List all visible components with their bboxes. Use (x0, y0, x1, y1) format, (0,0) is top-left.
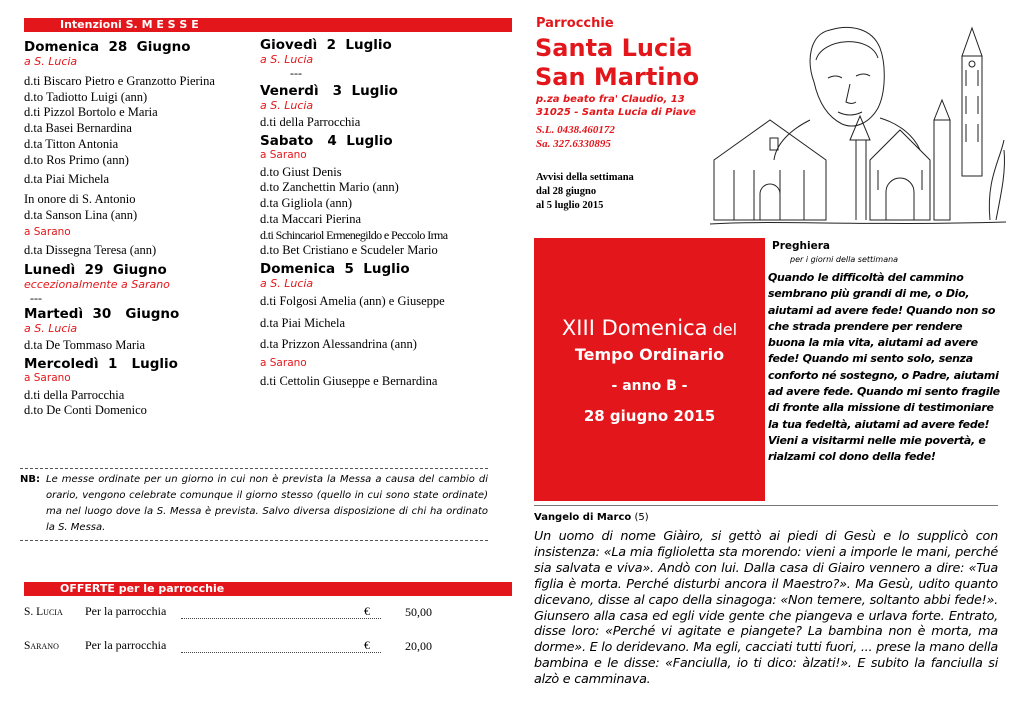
location: a S. Lucia (24, 322, 78, 336)
intention: d.ta Piai Michela (24, 172, 110, 187)
intention: d.ta Titton Antonia (24, 136, 119, 151)
dotted-leader (181, 610, 381, 619)
intention: d.ti Cettolin Giuseppe e Bernardina (260, 374, 438, 389)
currency: € (364, 604, 370, 618)
address-line-2: 31025 - Santa Lucia di Piave (536, 107, 696, 118)
preghiera-title: Preghiera (772, 240, 830, 252)
day-heading: Domenica 28 Giugno (24, 39, 191, 55)
offerta-amount: 20,00 (405, 639, 432, 653)
intention: d.ta Gigliola (ann) (260, 196, 352, 211)
vangelo-ref: (5) (631, 512, 649, 523)
intention: d.ta Maccari Pierina (260, 211, 361, 226)
offerta-desc: Per la parrocchia (85, 604, 167, 618)
intention: d.ti Schincariol Ermenegildo e Peccolo Irma (260, 227, 448, 242)
dotted-leader (181, 644, 381, 653)
intention: d.to De Conti Domenico (24, 403, 147, 418)
location: a Sarano (260, 148, 307, 161)
location: a Sarano (260, 357, 307, 370)
intention: d.ta Piai Michela (260, 315, 346, 330)
day-heading: Domenica 5 Luglio (260, 260, 410, 277)
preghiera-subtitle: per i giorni della settimana (790, 255, 899, 264)
parish-name-1: Santa Lucia (535, 34, 693, 62)
intention: d.ta Sanson Lina (ann) (24, 207, 138, 222)
mass-column-1 (24, 40, 254, 419)
vangelo-heading (534, 511, 998, 525)
intention: d.ta Basei Bernardina (24, 121, 132, 136)
day-heading: Venerdì 3 Luglio (260, 83, 398, 99)
church-illustration (710, 20, 1006, 238)
banner-date: 28 giugno 2015 (583, 407, 716, 425)
offerta-place: Sarano (24, 640, 59, 652)
banner-title-main: XIII Domenica (561, 316, 708, 340)
phone-2: Sa. 327.6330895 (536, 138, 611, 150)
location: a S. Lucia (260, 276, 314, 290)
intention: d.to Giust Denis (260, 164, 342, 179)
day-heading: Mercoledì 1 Luglio (24, 355, 178, 372)
day-heading: Lunedì 29 Giugno (24, 262, 167, 279)
intention: d.ta De Tommaso Maria (24, 338, 146, 353)
location: a Sarano (24, 371, 71, 384)
no-mass-dash: --- (30, 291, 42, 306)
location: a S. Lucia (260, 99, 314, 112)
intention: In onore di S. Antonio (24, 191, 136, 206)
intention: d.ti Biscaro Pietro e Granzotto Pierina (24, 74, 215, 88)
intention: d.to Zanchettin Mario (ann) (260, 180, 399, 195)
phone-1: S.L. 0438.460172 (536, 124, 615, 136)
offerta-row (24, 604, 484, 638)
intention: d.to Ros Primo (ann) (24, 152, 129, 167)
offerta-desc: Per la parrocchia (85, 638, 167, 652)
mass-column-2 (260, 38, 485, 390)
day-heading: Martedì 30 Giugno (24, 306, 180, 323)
offerta-row (24, 638, 484, 672)
banner-title (534, 316, 765, 342)
day-heading: Giovedì 2 Luglio (260, 37, 392, 53)
location: eccezionalmente a Sarano (24, 278, 170, 292)
banner-title-suffix: del (707, 320, 738, 339)
intention: d.ta Dissegna Teresa (ann) (24, 243, 157, 258)
no-mass-dash: --- (290, 66, 302, 80)
vangelo-box (534, 505, 998, 704)
avvisi-line-3: al 5 luglio 2015 (536, 200, 604, 211)
intention: d.ta Prizzon Alessandrina (ann) (260, 337, 417, 352)
avvisi-line-1: Avvisi della settimana (536, 172, 634, 183)
avvisi-line-2: dal 28 giugno (536, 186, 597, 197)
intention: d.ti della Parrocchia (24, 387, 125, 402)
parish-name-2: San Martino (535, 63, 700, 91)
intenzioni-title: Intenzioni S. M E S S E (24, 18, 512, 32)
intention: d.ti Folgosi Amelia (ann) e Giuseppe (260, 293, 445, 308)
currency: € (364, 638, 370, 652)
vangelo-title: Vangelo di Marco (534, 512, 632, 523)
nb-text: Le messe ordinate per un giorno in cui non è prevista la Messa a causa del cambio di orario, vengono celebrate comunque il giorno stesso (quello in cui sono state ordinate) ma nel luogo dove la S. Messa è prevista. Salvo diversa disposizione di chi ha ordinato la S. Messa. (46, 474, 488, 533)
offerta-place: S. Lucia (24, 606, 63, 618)
parrocchie-label: Parrocchie (536, 16, 614, 31)
nb-label: NB: (20, 474, 40, 485)
offerta-amount: 50,00 (405, 605, 432, 619)
location: a Sarano (24, 226, 71, 239)
location: a S. Lucia (24, 55, 78, 68)
intention: d.ti della Parrocchia (260, 115, 361, 129)
sunday-banner (534, 238, 765, 501)
banner-subtitle: Tempo Ordinario (574, 345, 725, 364)
nb-note (20, 468, 488, 541)
offerte-title: OFFERTE per le parrocchie (24, 582, 512, 596)
preghiera-text: Quando le difficoltà del cammino sembrano più grandi di me, o Dio, aiutami ad avere fede! Quando non so che strada prendere per rendere buona la mia vita, aiutami ad avere fede! Quando mi sento solo, senza conforto né sostegno, o Padre, aiutami ad avere fede. Quando mi sento fragile di fronte alla missione di testimoniare la tua fedeltà, aiutami ad avere fede! Vieni a visitarmi nelle mie povertà, e rialzami col dono della fede! (768, 271, 1000, 464)
day-heading: Sabato 4 Luglio (260, 132, 393, 149)
intention: d.ti Pizzol Bortolo e Maria (24, 105, 158, 120)
offerte-table (24, 604, 484, 672)
vangelo-text: Un uomo di nome Giàiro, si gettò ai piedi di Gesù e lo supplicò con insistenza: «La mia figlioletta sta morendo: vieni a imporle le mani, perché sia salvata e viva». Andò con lui. Dalla casa di Giairo vennero a dire: «Tua figlia è morta. Perché disturbi ancora il Maestro?». Ma Gesù, udito quanto dicevano, disse al capo della sinagoga: «Non temere, soltanto abbi fede!». Giunsero alla casa ed egli vide gente che piangeva e urlava forte. Entrato, disse loro: «Perché vi agitate e piangete? La bambina non è morta, ma dorme». E lo deridevano. Ma egli, cacciati tutti fuori, ... prese la mano della bambina e le disse: «Fanciulla, io ti dico: àlzati!». E subito la fanciulla si alzò e camminava. (534, 529, 998, 688)
intention: d.to Tadiotto Luigi (ann) (24, 89, 148, 104)
intention: d.to Bet Cristiano e Scudeler Mario (260, 243, 438, 258)
banner-year: - anno B - (611, 378, 688, 394)
location: a S. Lucia (260, 53, 314, 66)
address-line-1: p.za beato fra' Claudio, 13 (536, 94, 685, 105)
